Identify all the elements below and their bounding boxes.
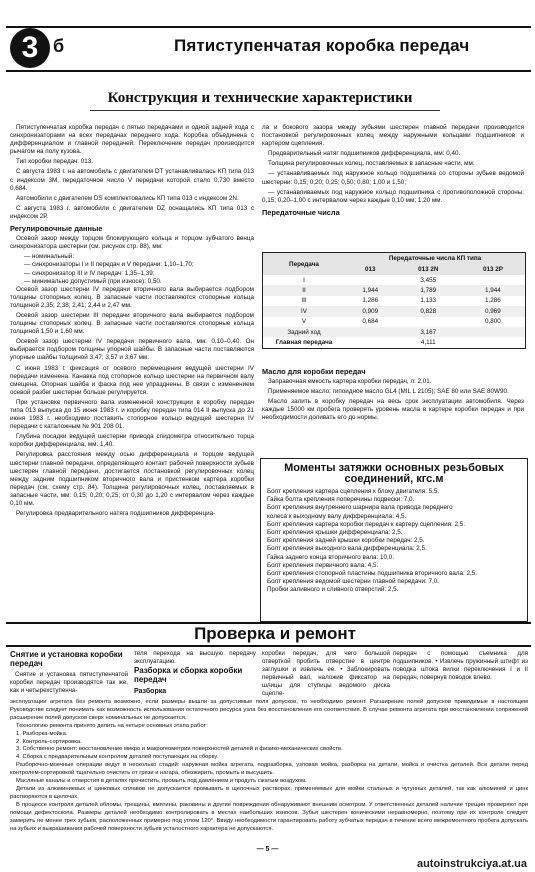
- list-item: 1. Разборка-мойка.: [16, 730, 68, 737]
- torque-item: Пробки заливного и сливного отверстий: 2,5.: [267, 586, 399, 594]
- list-item: 2. Контроль-сортировка.: [16, 738, 82, 745]
- table-cell: I: [303, 276, 305, 284]
- header-top-rule: [6, 26, 531, 28]
- subheading-disassembly-step: Разборка: [134, 687, 167, 695]
- paragraph: Осевой зазор шестерни IV передачи первичного вала, мм: 0,10–0,40. Он выбирается подбором толщины упорной шайбы. В запасные части поставляются упорные шайбы толщиной 3,47; 3,57 и 3,67 мм.: [10, 338, 254, 362]
- table-row: [263, 317, 525, 327]
- paragraph: Автомобили с двигателем DS комплектовались КП типа 013 с индексом 2N.: [16, 194, 239, 202]
- paragraph: Глубина посадки ведущей шестерни привода спидометра относительно торца коробки дифференциала, мм: 1,40.: [10, 433, 254, 449]
- chapter-badge-suffix: б: [53, 36, 65, 56]
- list-item: 4. Сборка с предварительным контролем деталей поступающих на сборку.: [16, 754, 219, 761]
- paragraph: Регулировка расстояния между осью дифференциала и торцом ведущей шестерни главной передачи, определяющего контакт рабочей поверхности зубьев шестерен главной передачи, достигается постановкой регулировочных колец между задним подшипником вторичного вала и пристенком картера коробки передач (см. схему стр. 84). Толщина регулировочных колец, поставляемых в запасные части, мм: 0,15; 0,20; 0,25; от 0,30 до 1,20 с интервалом через каждые 0,10 мм.: [10, 451, 254, 508]
- table-cell: [345, 327, 396, 337]
- paragraph: При установке первичного вала измененной конструкции в коробку передач типа 013 выпуска до 15 июня 1983 г. и коробку передач типа 014 II выпуска до 21 июня 1983 г. необходимо поставить стопорное кольцо ведущей шестерни IV передачи с каталожным № 901 208 01.: [10, 398, 254, 431]
- paragraph: Применяемое масло: гипоидное масло GL4 (MIL L 2105); SAE 80 или SAE 80W90.: [268, 388, 509, 396]
- paragraph: эксплуатации агрегата без ремонта возможно, если размеры вышли за допустимые поля допусков, то необходимо ремонт. Расширение полей допусков приводимые в настоящем Руководстве следует понимать как возможность использования остаточного ресурса узла без восстановления его соответствия. В случае ремонта агрегата при восстановлении сопряжений расширение полей допусков сверх номинальных не допускается.: [10, 699, 528, 721]
- table-header-type: 013: [345, 264, 396, 275]
- paragraph: Пятиступенчатая коробка передач с пятью передачами и одной задней хода с синхронизаторами на всех передачах переднего хода. Коробка объединена с дифференциалом и главной передачей. Переключение передач производится рычагом на полу кузова.: [10, 124, 254, 156]
- table-cell: 1,286: [362, 297, 379, 305]
- table-cell: 4,111: [420, 339, 436, 347]
- subheading-removal: Снятие и установка коробки передач: [10, 650, 123, 668]
- paragraph: Разборочно-моечные операции ведут в несколько стадий: наружная мойка агрегата, подразборка, узловая мойка, разборка на детали, мойка и очистка деталей. Все детали перед контролем-сортировкой тщательно очистить от грязи и нагара, обезжирить, промыть и высушить.: [10, 762, 528, 777]
- torque-item: Болт крепления первичного вала: 4,5.: [267, 561, 379, 569]
- table-cell: IV: [301, 307, 307, 315]
- repair-column-2: [134, 650, 256, 699]
- list-item: 3. Собственно ремонт: восстановление микро и макрогеометрии поверхностей деталей и физико-механических свойств.: [16, 746, 343, 753]
- torque-item: Болт крепления ведомой шестерни главной передачи: 7,0.: [267, 578, 440, 586]
- table-cell: 1,286: [485, 297, 501, 305]
- paragraph: ла и бокового зазора между зубьями шестерен главной передачи производится постановкой регулировочных колец между наружными кольцами подшипников и картером сцепления.: [262, 124, 524, 148]
- paragraph: Технологию ремонта принято делить на четыре основных этапа работ:: [16, 722, 208, 729]
- paragraph: В процессе контроля деталей обломы, трещины, вмятины, раковины и другие повреждения обнаруживают внешним осмотром. У ответственных деталей наличие трещин проверяют при помощи дефектоскопа. Размеры деталей необходимо контролировать в местах наибольших износов. Зубья шестерен коническими неравномерно, поэтому при их контроле следует замерить не менее трех зубьев, расположенных примерно под углом 120°. Ввиду необходимости гарантировать работу зубчатых передач в течение всего межремонтного пробега допускать на зубьях и выкрашивания рабочей поверхности зубьев усталостного характера не допускаются.: [10, 801, 528, 832]
- table-cell: 3,167: [420, 328, 437, 336]
- torque-item: Болт крепления внутреннего шарнира вала привода переднего: [267, 504, 453, 512]
- paragraph: коробки передач, для чего большой отверткой пробить отверстие в центре заглушки и извлечь ее. • Заблокировать первичный вал, наложив фиксатор на шлицы для ступицы ведомого диска сцепле-: [262, 650, 390, 697]
- table-cell: II: [302, 287, 306, 295]
- table-cell: [461, 337, 525, 347]
- table-cell: 0,684: [362, 318, 379, 326]
- table-row: [263, 275, 525, 285]
- table-cell: Главная передача: [275, 339, 333, 347]
- table-header-gear: Передача: [263, 253, 345, 275]
- watermark: autoinstrukciya.at.ua: [416, 858, 527, 870]
- section-underline: [90, 110, 440, 111]
- repair-wide-text: [10, 699, 528, 833]
- table-row: [263, 296, 525, 306]
- table-cell: 0,800: [485, 318, 501, 326]
- table-cell: [345, 337, 396, 347]
- table-cell: 1,944: [485, 287, 501, 295]
- paragraph: — устанавливаемых под наружное кольцо подшипника со стороны зубьев ведомой шестерни: 0,15; 0,20; 0,25; 0,50; 0,80; 1,00 и 1,50;: [262, 170, 524, 186]
- table-header-type: 013 2N: [396, 264, 461, 275]
- section-title-repair: Проверка и ремонт: [194, 624, 356, 643]
- table-cell: [461, 275, 525, 285]
- torque-item: Гайка заднего конца вторичного вала: 10,0.: [267, 553, 395, 561]
- paragraph: Толщина регулировочных колец, поставляемых в запасные части, мм:: [268, 160, 475, 168]
- paragraph: — устанавливаемых под наружное кольцо подшипника с противоположной стороны: 0,15; 0,20–1,00 с интервалом через каждые 0,10 мм; 1,20 мм.: [262, 188, 524, 204]
- paragraph: Заправочная емкость картера коробки передач, л: 2,01.: [268, 378, 432, 386]
- torque-title: Моменты затяжки основных резьбовых соединений, кгс.м: [284, 462, 504, 485]
- table-cell: 1,789: [420, 287, 437, 295]
- repair-column-4: [393, 650, 528, 682]
- torque-item: Болт крепления картера коробки передач к картеру сцепления: 2,5.: [267, 520, 466, 528]
- table-cell: V: [301, 318, 307, 326]
- paragraph: Снятие и установка пятиступенчатой коробки передач производятся так же, как и четырехступенча-: [10, 671, 128, 694]
- chapter-header: [6, 26, 531, 72]
- table-row: [263, 306, 525, 316]
- torque-item: Болт крепления выходного вала дифференциала: 2,5.: [267, 545, 427, 553]
- subheading-oil: Масло для коробки передач: [262, 367, 366, 376]
- subheading-adjustment: Регулировочные данные: [10, 224, 103, 234]
- table-cell: 1,944: [362, 287, 379, 295]
- repair-column-1: [10, 650, 128, 695]
- paragraph: Предварительный натяг подшипников дифференциала, мм: 0,40.: [268, 150, 461, 158]
- chapter-title: Пятиступенчатая коробка передач: [174, 36, 470, 55]
- torque-item: колеса к выходному валу дифференциала: 4,5.: [267, 512, 407, 520]
- section2-bottom-rule: [6, 645, 531, 647]
- subheading-disassembly: Разборка и сборка коробки передач: [134, 665, 243, 684]
- torque-item: Болт крепления картера сцепления к блоку двигателя: 5,5.: [267, 488, 440, 495]
- table-cell: [396, 317, 461, 327]
- torque-item: Болт крепления стопорной пластины подшипника вторичного вала: 2,5.: [267, 570, 478, 578]
- table-cell: 0,969: [485, 307, 501, 315]
- paragraph: Детали из алюминиевых и цинковых сплавов не допускается промывать в щелочных растворах, применяемых для мойки стальных и чугунных деталей, так как алюминий и цинк растворяются в щелочах.: [10, 785, 528, 800]
- table-cell: 0,828: [420, 307, 437, 315]
- paragraph: С августа 1983 г. автомобили с двигателем DZ оснащались КП типа 013 с индексом 2Р.: [10, 204, 254, 220]
- paragraph: Масляные каналы и отверстия в деталях прочистить, промыть под давлением и продуть сжатым воздухом.: [16, 778, 307, 785]
- table-cell: 0,909: [362, 307, 379, 315]
- paragraph: Тип коробки передач: 013.: [16, 158, 94, 166]
- gear-ratio-table: [262, 252, 526, 349]
- table-cell: [345, 275, 396, 285]
- header-bottom-rule: [6, 70, 531, 72]
- list-item: — номинальный:: [24, 253, 75, 261]
- torque-item: Болт крепления задней крышки коробки передач: 2,5.: [267, 537, 425, 545]
- oil-section: [262, 364, 524, 425]
- subheading-gear-ratios: Передаточные числа: [262, 207, 340, 217]
- table-row: [263, 285, 525, 295]
- list-item: — минимально допустимый (при износе): 0,50.: [24, 277, 162, 285]
- paragraph: Осевой зазор шестерни IV передачи вторичного вала выбирается подбором толщины стопорных колец. В запасные части поставляются стопорные кольца толщиной 2,35; 2,38; 2,41; 2,44 и 2,47 мм.: [10, 285, 254, 309]
- torque-box: [260, 458, 528, 622]
- paragraph: Регулировка предварительного натяга подшипников дифференциа-: [16, 510, 216, 518]
- page-number: — 5 —: [256, 846, 279, 853]
- chapter-badge: 3: [10, 28, 50, 68]
- table-cell: 1,133: [420, 297, 437, 305]
- table-cell: 3,455: [420, 276, 437, 284]
- torque-item: Гайка болта крепления поперечины подвески: 7,0.: [267, 496, 415, 504]
- list-item: — синхронизатор III и IV передач: 1,35–1,39;: [24, 269, 155, 277]
- table-cell: III: [301, 297, 307, 305]
- table-header-group: Передаточные числа КП типа: [345, 253, 525, 264]
- paragraph: Масло залить в коробку передач на весь срок эксплуатации автомобиля. Через каждые 15000 км пробега проверять уровень масла в картере коробки передач и при необходимости доливать его до нормы.: [262, 398, 524, 422]
- repair-column-3: [262, 650, 390, 697]
- paragraph: Осевой зазор шестерни III передачи вторичного вала выбирается подбором толщины стопорных колец. В запасные части поставляются стопорные кольца толщиной 1,50 и 1,60 мм.: [10, 311, 254, 336]
- paragraph: С июня 1983 г. фиксация от осевого перемещения ведущей шестерни IV передачи изменена. Канавка под стопорное кольцо шестерни на первичном валу смещена. Опорная шайба и фаска под нее упразднены. В связи с изменением осевой разбег шестерни больше регулируется.: [10, 364, 254, 396]
- paragraph: теля перехода на высшую передачу эксплуатацию.: [134, 650, 256, 665]
- table-cell: [461, 327, 525, 337]
- right-column: [262, 124, 524, 219]
- table-row: [263, 337, 525, 347]
- table-cell: Задний ход: [287, 328, 321, 336]
- torque-item: Болт крепления крышки дифференциала: 2,5.: [267, 529, 403, 537]
- table-row: [263, 327, 525, 337]
- paragraph: С августа 1983 г. на автомобиль с двигателем DT устанавливалась КП типа 013 с индексом 3М, передаточное число V передачи которой стало 0,730 вместо 0,684.: [10, 168, 254, 192]
- section-title-construction: Конструкция и технические характеристики: [107, 90, 413, 106]
- list-item: — синхронизаторы I и II передач и V передачи: 1,10–1,70;: [24, 261, 194, 269]
- table-header-type: 013 2P: [461, 264, 525, 275]
- paragraph: передач с помощью съемника для подшипников. • Извлечь пружинный штифт из поводка штока вилки переключения I и II передач, повернув поводок влево.: [393, 650, 528, 681]
- paragraph: Осевой зазор между торцом блокирующего кольца и торцом зубчатого венца синхронизатора шестерни (см. рисунок стр. 88), мм:: [10, 235, 254, 251]
- left-column: [10, 124, 254, 520]
